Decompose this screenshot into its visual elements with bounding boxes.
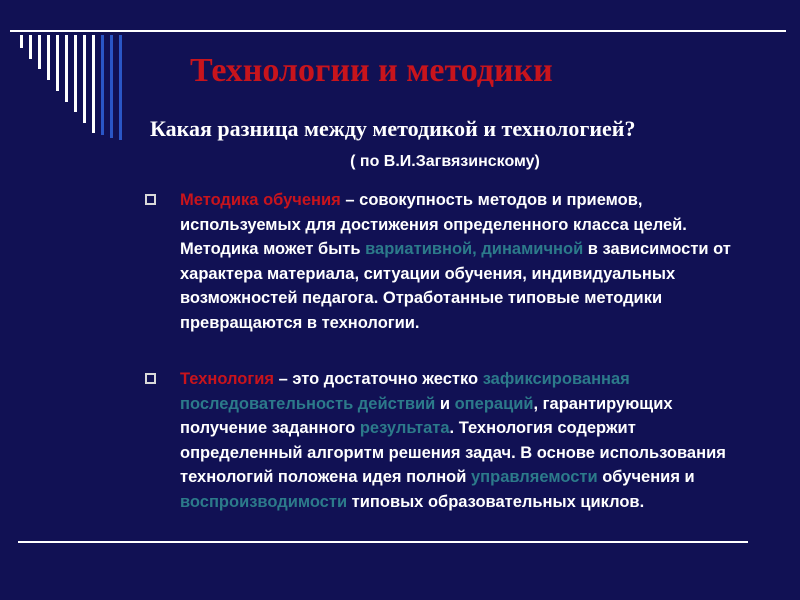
slide-title: Технологии и методики: [190, 52, 553, 89]
text-segment: . Технология содержит определенный алгоритм решения задач. В основе использования технологий положена идея полной: [180, 419, 726, 486]
bullet-methodology: [145, 188, 745, 335]
stripe-group: [20, 35, 95, 133]
highlight-reproducibility: воспроизводимости: [180, 492, 348, 511]
source-attribution: ( по В.И.Загвязинскому): [350, 153, 540, 170]
top-divider-line: [10, 30, 786, 32]
highlight-controllability: управляемости: [470, 468, 598, 486]
text-segment: типовых образовательных циклов.: [347, 492, 645, 511]
bullet-text: [180, 367, 745, 514]
decorative-stripes: [0, 0, 130, 140]
bullet-text: [180, 188, 745, 335]
highlight-sequence: зафиксированная последовательность действий: [180, 370, 630, 413]
text-segment: в зависимости от характера материала, ситуации обучения, индивидуальных возможностей педагога. Отработанные типовые методики превращаются в технологии.: [180, 240, 731, 332]
text-segment: обучения и: [597, 468, 695, 486]
bullet-technology: [145, 367, 745, 514]
highlight-operations: операций: [454, 394, 534, 413]
slide-subtitle: Какая разница между методикой и технологией?: [150, 116, 636, 141]
text-segment: – это достаточно жестко: [274, 370, 483, 388]
text-segment: и: [435, 394, 455, 413]
highlight-variative: вариативной, динамичной: [365, 240, 584, 258]
text-segment: – совокупность методов и приемов, используемых для достижения определенного класса целей. Методика может быть: [180, 191, 687, 258]
text-segment: , гарантирующих получение заданного: [180, 394, 673, 437]
highlight-result: результата: [359, 419, 450, 437]
bottom-divider-line: [18, 541, 748, 543]
term-technology: Технология: [180, 370, 275, 388]
square-bullet-icon: [145, 194, 156, 205]
term-methodology: Методика обучения: [180, 191, 341, 209]
square-bullet-icon: [145, 373, 156, 384]
stripe-group-blue: [101, 35, 122, 140]
